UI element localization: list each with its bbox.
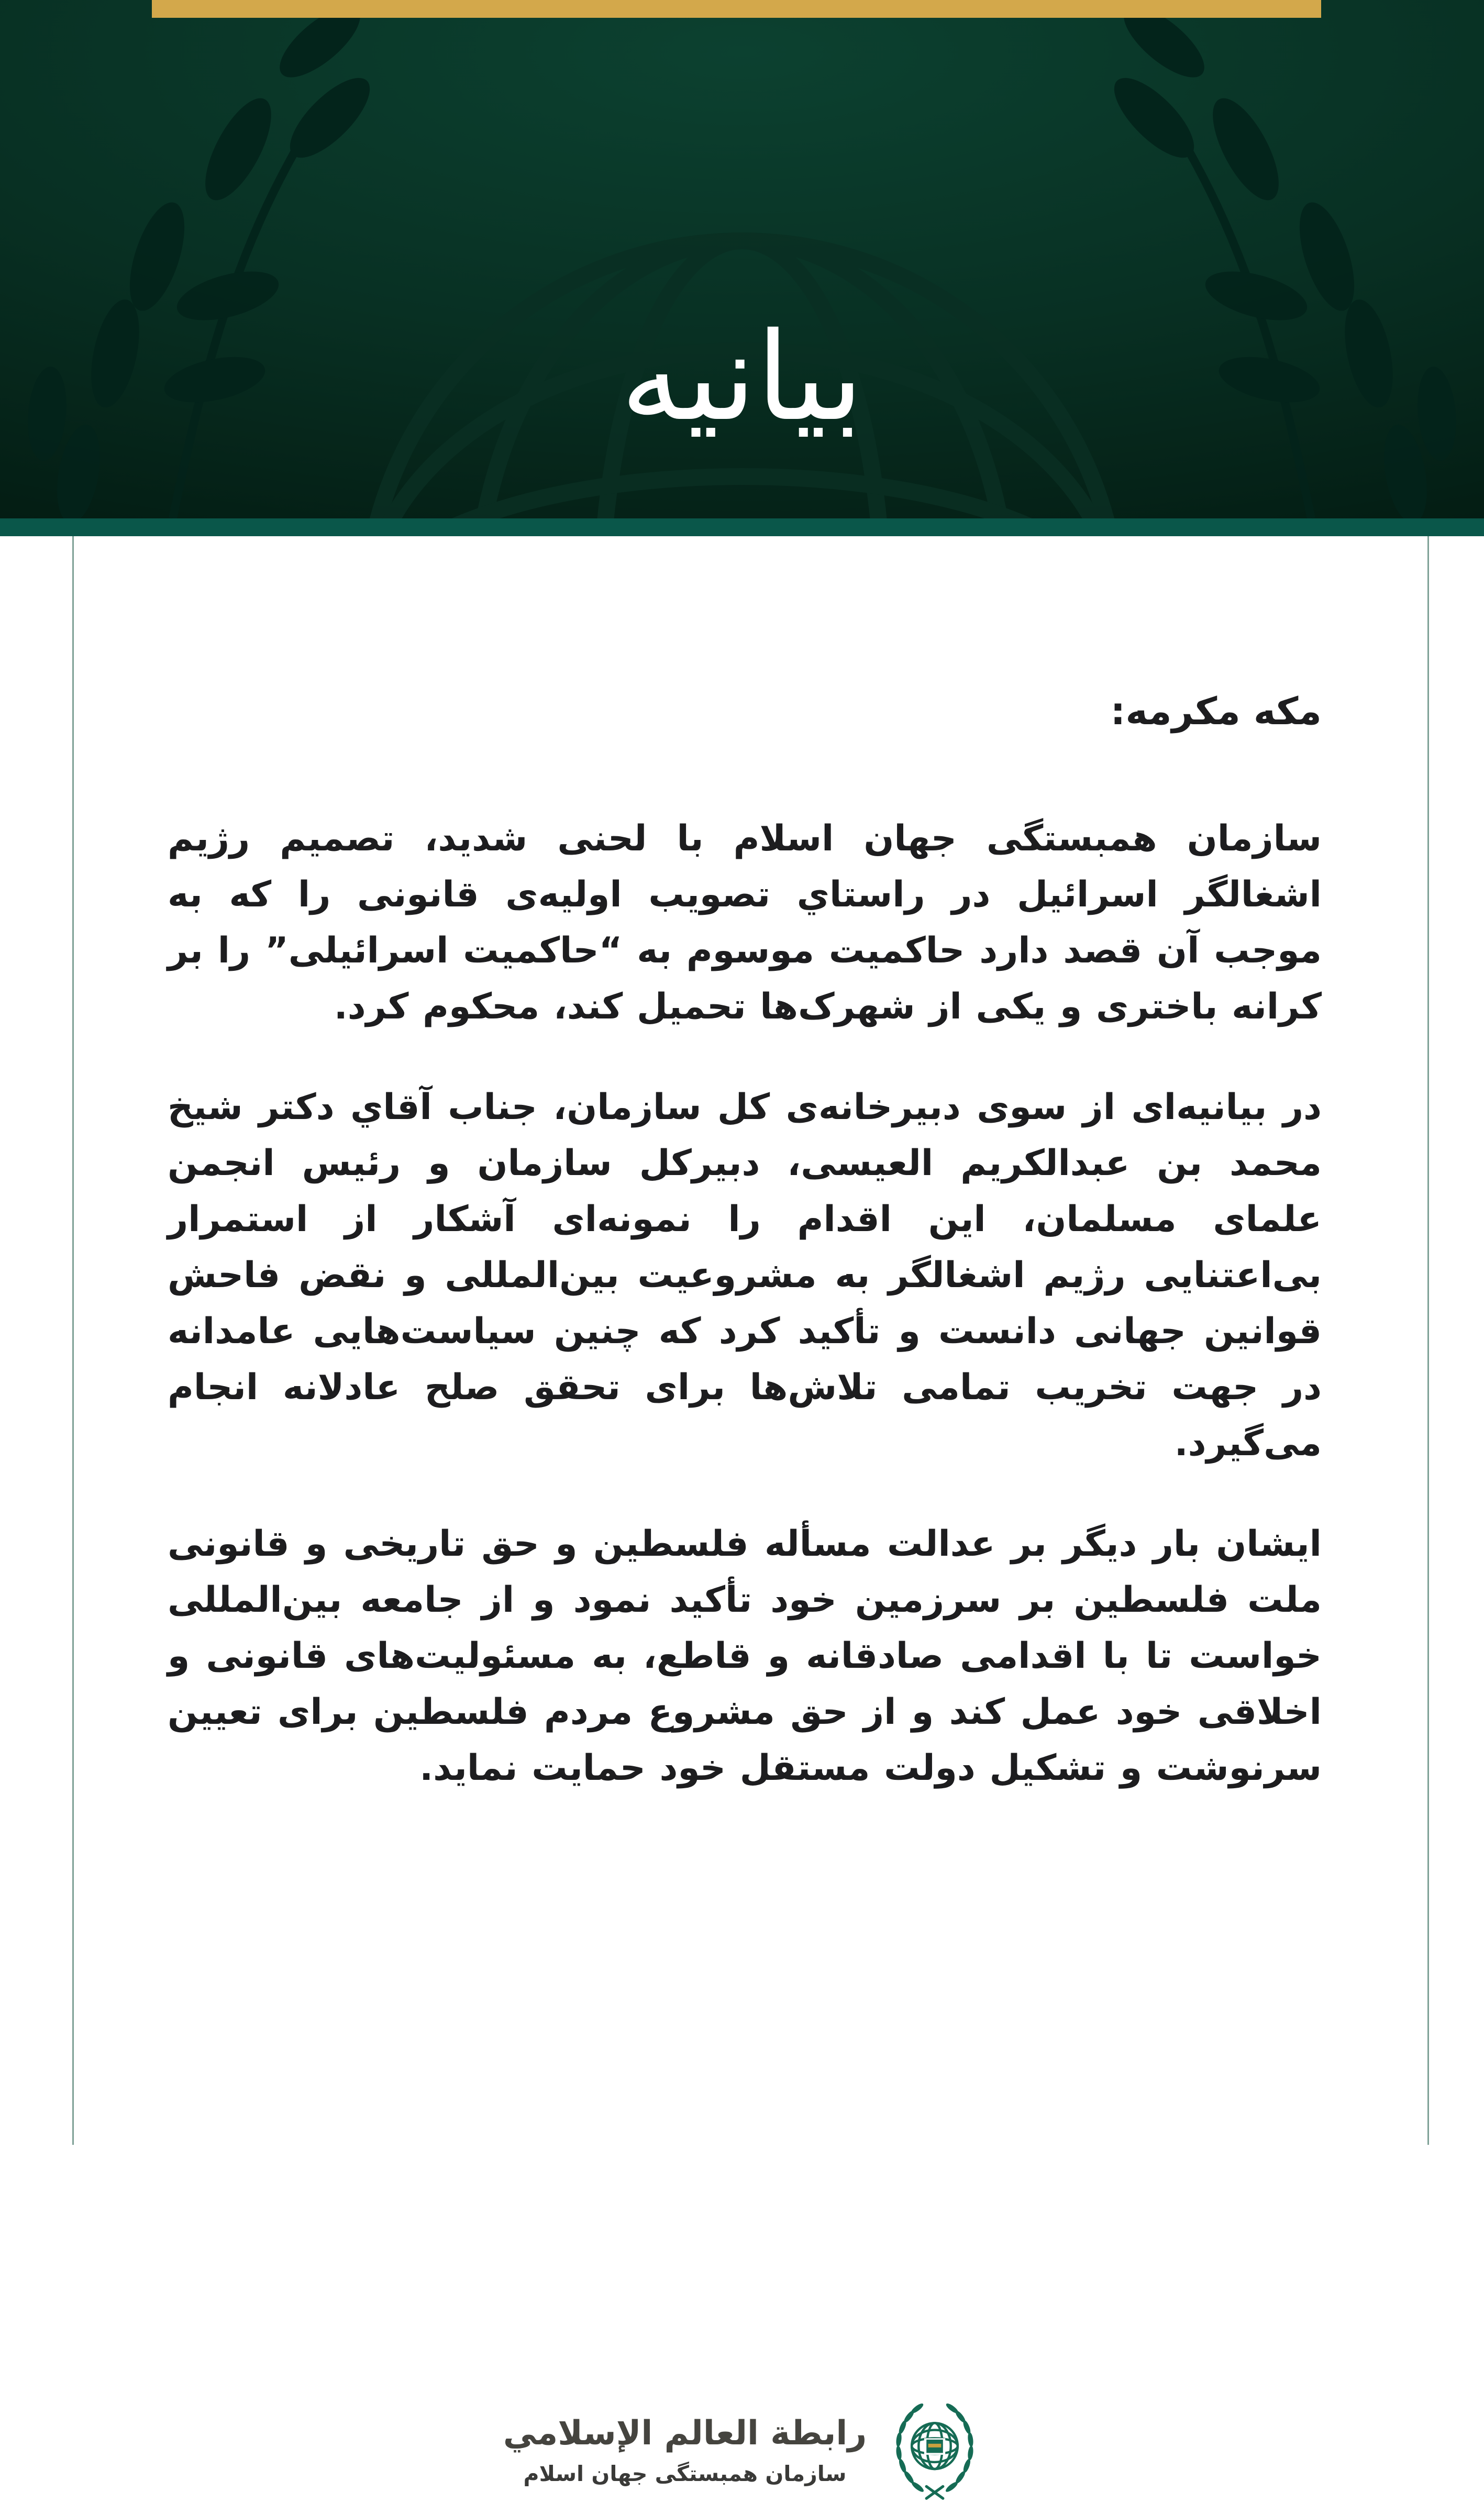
page-title: بیانیه [620,306,864,448]
mwl-persian-subtitle: سازمان همبستگی جهان اسلام [523,2461,847,2487]
gold-accent-bar [152,0,1321,18]
statement-paragraph-1: سازمان همبستگی جهان اسلام با لحنی شدید، تصمیم رژیم اشغالگر اسرائیل در راستاي تصویب اولیه‌ی قانونی را که به موجب آن قصد دارد حاکمیت موسوم به “حاکمیت اسرائیلی” را بر کرانه باختری و یکی از شهرک‌ها تحمیل کند، محکوم کرد. [168,817,1322,1027]
laurel-wreath-globe-kaaba-icon [889,2398,981,2503]
mwl-logo-lockup [0,2398,1484,2503]
kaaba-symbol [924,2438,945,2455]
mwl-arabic-calligraphy: رابطة العالم الإسلامي [503,2413,867,2453]
header-divider-strip [0,518,1484,536]
statement-paragraph-3: ایشان بار دیگر بر عدالت مسأله فلسطین و حق تاریخی و قانونی ملت فلسطین بر سرزمین خود تأکید نمود و از جامعه بین‌المللی خواست تا با اقدامی صادقانه و قاطع، به مسئولیت‌های قانونی و اخلاقی خود عمل کند و از حق مشروع مردم فلسطین برای تعیین سرنوشت و تشکیل دولت مستقل خود حمایت نماید. [168,1523,1322,1789]
header-banner [0,0,1484,518]
statement-paragraph-2: در بیانیه‌ای از سوی دبیرخانه‌ی کل سازمان، جناب آقاي دکتر شیخ محمد بن عبدالکریم العیسی، دبیرکل سازمان و رئیس انجمن علمای مسلمان، این اقدام را نمونه‌ای آشکار از استمرار بی‌اعتنایی رژیم اشغالگر به مشروعیت بین‌المللی و نقض فاحش قوانین جهانی دانست و تأکید کرد که چنین سیاست‌هایی عامدانه در جهت تخریب تمامی تلاش‌ها برای تحقق صلح عادلانه انجام می‌گیرد. [168,1086,1322,1464]
wreath-crossed-stems [926,2486,943,2498]
mwl-logo-text [503,2415,867,2487]
statement-body [0,536,1484,2487]
dateline-heading: مکه مکرمه: [1110,689,1322,733]
right-margin-rule [1427,536,1429,2145]
left-margin-rule [72,536,74,2145]
statement-content [168,536,1322,1841]
